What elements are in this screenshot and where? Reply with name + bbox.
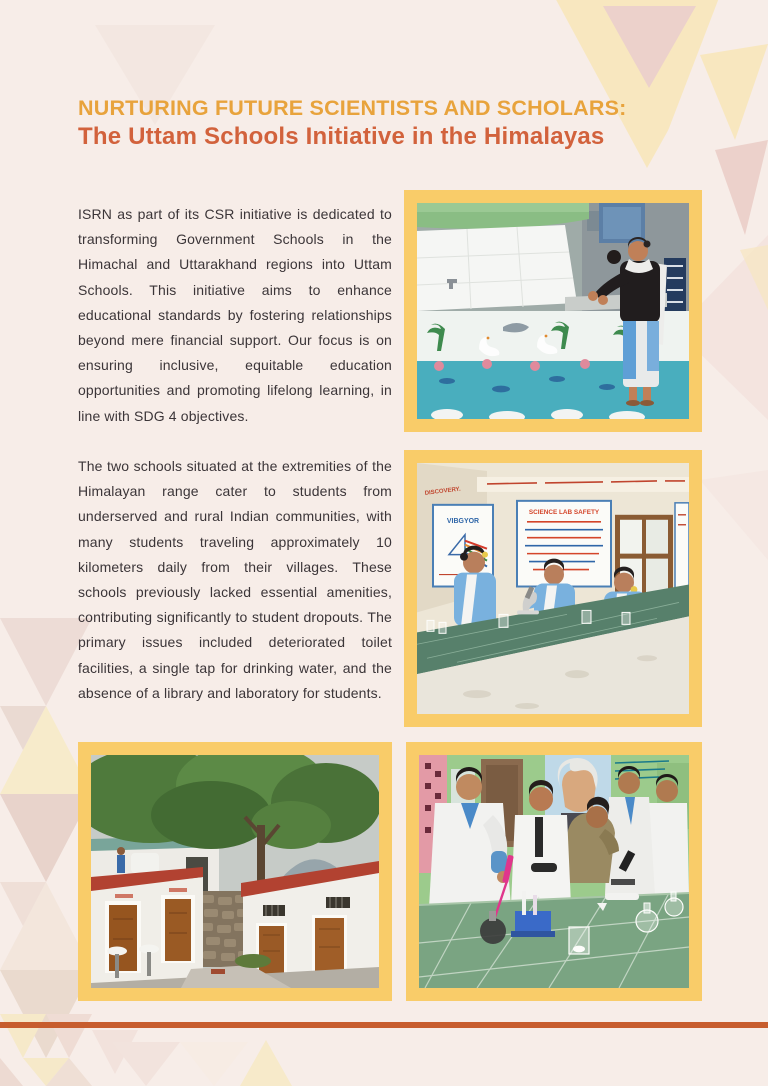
- photo-girls-science-lab: [404, 450, 702, 727]
- poster-discovery-text: DISCOVERY.: [424, 486, 461, 497]
- page-title-main: The Uttam Schools Initiative in the Himalayas: [78, 123, 605, 150]
- photo-handwashing-station-image: [417, 203, 689, 419]
- svg-text:VIBGYOR: VIBGYOR: [446, 517, 480, 525]
- handwashing-illustration: [417, 203, 689, 419]
- photo-handwashing-station: [404, 190, 702, 432]
- page-title-kicker: NURTURING FUTURE SCIENTISTS AND SCHOLARS:: [78, 96, 627, 120]
- bottom-accent-rule: [0, 1022, 768, 1028]
- toilet-blocks-illustration: [91, 755, 379, 988]
- science-lab-illustration: [417, 463, 689, 714]
- intro-paragraph: ISRN as part of its CSR initiative is dedicated to transforming Government Schools in the Himachal and Uttarakhand regions into Uttam Schools. This initiative aims to enhance educational standards by fostering relationships beyond mere financial support. Our focus is on ensuring inclusive, equitable education opportunities and promoting lifelong learning, in line with SDG 4 objectives.: [78, 206, 392, 424]
- page-title: [78, 94, 638, 152]
- photo-boys-chemistry-lab-image: [419, 755, 689, 988]
- svg-text:SCIENCE LAB SAFETY: SCIENCE LAB SAFETY: [528, 508, 600, 516]
- photo-girls-science-lab-image: [417, 463, 689, 714]
- boys-lab-illustration: [419, 755, 689, 988]
- photo-toilet-blocks-image: [91, 755, 379, 988]
- photo-boys-chemistry-lab: [406, 742, 702, 1001]
- photo-toilet-blocks: [78, 742, 392, 1001]
- science-lab-safety-poster: [517, 501, 611, 587]
- schools-context-paragraph: The two schools situated at the extremities of the Himalayan range cater to students from underserved and rural Indian communities, with many students traveling approximately 10 kilometers daily from their villages. These schools previously lacked essential amenities, contributing significantly to student dropouts. The primary issues included deteriorated toilet facilities, a single tap for drinking water, and the absence of a library and laboratory for students.: [78, 458, 392, 701]
